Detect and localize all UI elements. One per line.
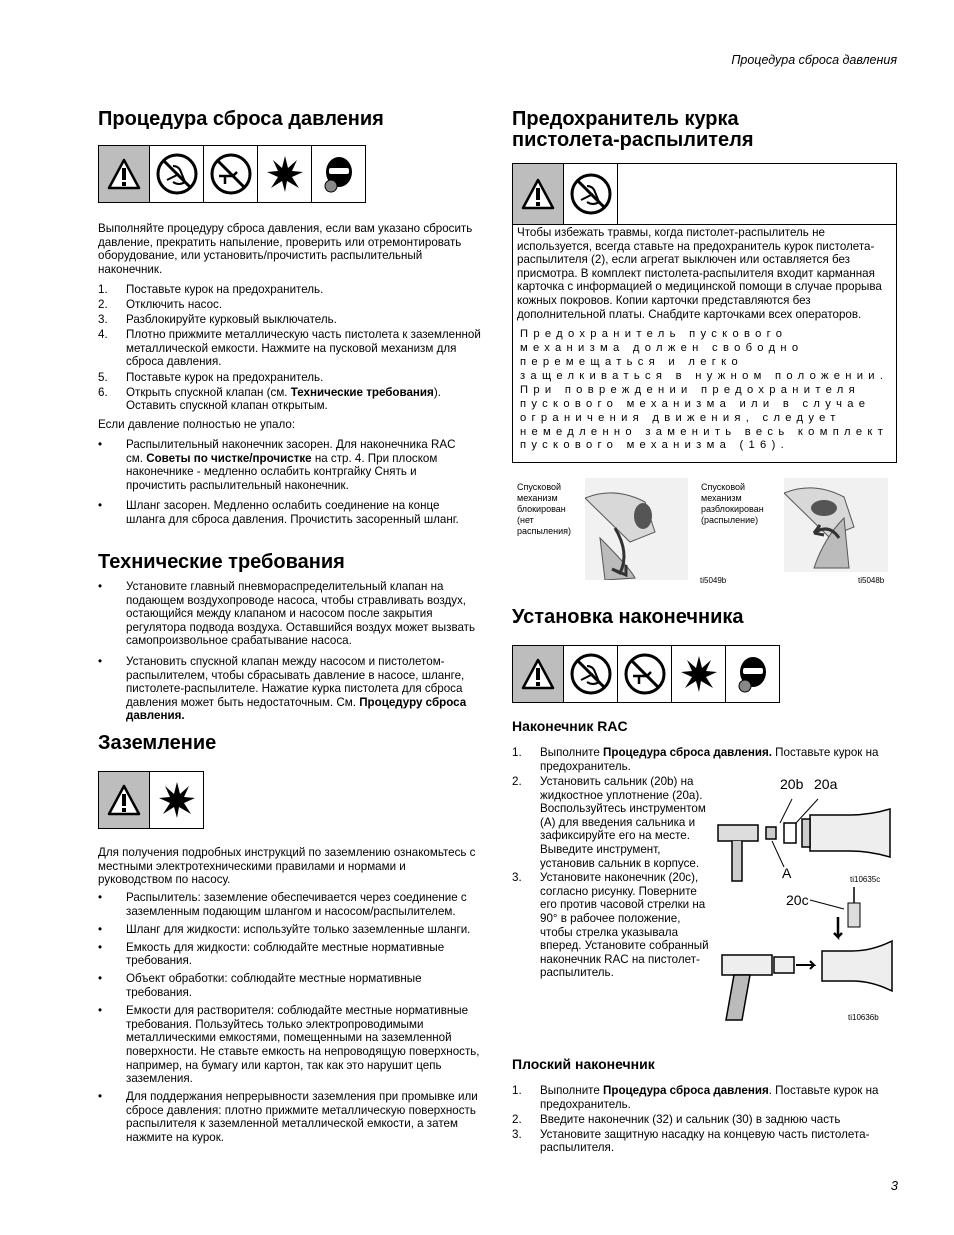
- no-hand-injection-icon: [564, 646, 618, 702]
- no-spray-icon: [618, 646, 672, 702]
- trigger-safety-spaced-text: Предохранитель пускового механизма должен свободно перемещаться и легко защелкиваться в нужном положении. При повреждении предохранителя пускового механизма или в случае ограничения движения, следует немедленно заменить весь комплект пускового механизма (16).: [520, 328, 889, 452]
- explosion-hazard-icon: [258, 146, 312, 202]
- trigger-locked-image: [585, 478, 688, 580]
- grounding-intro: Для получения подробных инструкций по заземлению ознакомьтесь с местными электротехническими правилами и нормами и руководством по насосу.: [98, 846, 476, 887]
- label-20b: 20b: [780, 776, 804, 792]
- section-title-trigger-safety: Предохранитель курка пистолета-распылителя: [512, 108, 754, 151]
- explosion-hazard-icon: [672, 646, 726, 702]
- rac-step: 1. Выполните Процедура сброса давления. Поставьте курок на предохранитель.: [512, 746, 879, 773]
- pressure-warning-icons: [98, 145, 366, 203]
- rac-tip-title: Наконечник RAC: [512, 718, 628, 734]
- explosion-hazard-icon: [150, 772, 203, 828]
- grounding-bullet: • Емкости для растворителя: соблюдайте местные нормативные требования. Пользуйтесь только электропроводимыми металлическими емкостями, помещенными на заземленной поверхности. Не ставьте емкость на непроводящую поверхность, например, на бумагу или картон, так как это нарушит цепь заземления.: [98, 1004, 480, 1086]
- section-title-grounding: Заземление: [98, 732, 217, 754]
- section-title-tech: Технические требования: [98, 551, 345, 573]
- pressure-bullets: [98, 438, 470, 534]
- running-header: Процедура сброса давления: [731, 53, 897, 67]
- rac-steps-2-3: [512, 775, 712, 981]
- grounding-bullet: • Шланг для жидкости: используйте только заземленные шланги.: [98, 922, 471, 936]
- warning-triangle-icon: [513, 646, 564, 702]
- page-number: 3: [890, 1178, 898, 1193]
- rac-step: 3. Установите наконечник (20c), согласно рисунку. Поверните его против часовой стрелки на 90° в рабочее положение, чтобы стрелка указывала вперед. Установите собранный наконечник RAC на пистолет-распылитель.: [512, 871, 709, 980]
- section-title-tip-install: Установка наконечника: [512, 606, 744, 628]
- flat-step: 1. Выполните Процедура сброса давления. Поставьте курок на предохранитель.: [512, 1084, 879, 1111]
- no-hand-injection-icon: [150, 146, 204, 202]
- rac-step: 2. Установить сальник (20b) на жидкостное уплотнение (20a). Воспользуйтесь инструментом (A) для введения сальника и зафиксируйте его на месте. Выведите инструмент, установив сальник в корпусе.: [512, 775, 706, 870]
- pressure-step: 3. Разблокируйте курковый выключатель.: [98, 313, 337, 327]
- flat-step: 3. Установите защитную насадку на концевую часть пистолета-распылителя.: [512, 1127, 870, 1155]
- grounding-warning-icons: [98, 771, 204, 829]
- pressure-step: 5. Поставьте курок на предохранитель.: [98, 370, 324, 384]
- trigger-safety-text: Чтобы избежать травмы, когда пистолет-распылитель не используется, всегда ставьте на предохранитель курок пистолета-распылителя (2), если агрегат выключен или оставляется без присмотра. В комплект пистолета-распылителя входит карманная карточка с информацией о медицинской помощи в случае прорыва кожных покровов. Копии карточки представляются без дополнительной платы. Снабдите карточками всех операторов.: [517, 226, 882, 321]
- flat-step: 2. Введите наконечник (32) и сальник (30) в заднюю часть: [512, 1112, 841, 1126]
- pressure-bullet: • Распылительный наконечник засорен. Для наконечника RAC см. Советы по чистке/прочистке на стр. 4. При плоском наконечнике - медленно ослабить контргайку Снять и прочистить распылительный наконечник.: [98, 438, 456, 492]
- pressure-if-not: Если давление полностью не упало:: [98, 418, 296, 431]
- grounding-bullet: • Для поддержания непрерывности заземления при промывке или сбросе давления: плотно прижмите металлическую поверхность распылителя к заземленной металлической емкости, а затем нажмите на курок.: [98, 1090, 478, 1144]
- tech-bullet: • Установите главный пневмораспределительный клапан на подающем воздухопроводе насоса, чтобы стравливать воздух, остающийся между клапаном и насосом после закрытия регулятора подвода воздуха. Оставшийся воздух может вызвать самопроизвольное срабатывание насоса.: [98, 580, 476, 648]
- pressure-step: 1. Поставьте курок на предохранитель.: [98, 283, 324, 296]
- warning-triangle-icon: [99, 772, 150, 828]
- fig-locked-code: ti5049b: [700, 576, 727, 585]
- no-hand-injection-icon: [564, 164, 618, 224]
- no-spray-icon: [204, 146, 258, 202]
- protective-equipment-icon: [312, 146, 365, 202]
- fig-unlocked-code: ti5048b: [858, 576, 885, 585]
- grounding-bullets: [98, 891, 483, 1149]
- label-20c: 20c: [786, 892, 809, 908]
- flat-steps: [512, 1084, 898, 1156]
- fig-locked-caption: Спусковой механизм блокирован (нет распыления): [517, 482, 571, 536]
- warning-triangle-icon: [99, 146, 150, 202]
- tip-warning-icons: [512, 645, 780, 703]
- rac-step-1: [512, 746, 898, 775]
- pressure-step: 6. Открыть спускной клапан (см. Технические требования). Оставить спускной клапан открытым.: [98, 385, 441, 413]
- trigger-safety-warning-box: [512, 163, 897, 463]
- pressure-steps: [98, 283, 484, 414]
- label-20a: 20a: [814, 776, 838, 792]
- fig-rac-code-2: ti10636b: [848, 1013, 879, 1022]
- fig-unlocked-caption: Спусковой механизм разблокирован (распыление): [701, 482, 764, 525]
- pressure-intro: Выполняйте процедуру сброса давления, если вам указано сбросить давление, прекратить напыление, проверить или отремонтировать оборудование, или установить/прочистить распылительный наконечник.: [98, 222, 473, 276]
- warning-triangle-icon: [513, 164, 564, 224]
- grounding-bullet: • Емкость для жидкости: соблюдайте местные нормативные требования.: [98, 940, 445, 968]
- pressure-bullet: • Шланг засорен. Медленно ослабить соединение на конце шланга для сброса давления. Прочистить засоренный шланг.: [98, 499, 459, 526]
- protective-equipment-icon: [726, 646, 779, 702]
- tech-bullets: [98, 580, 483, 730]
- pressure-step: 2. Отключить насос.: [98, 298, 223, 312]
- grounding-bullet: • Распылитель: заземление обеспечивается через соединение с заземленным подающим шлангом и насосом/распылителем.: [98, 891, 467, 918]
- trigger-unlocked-image: [784, 478, 888, 572]
- pressure-step: 4. Плотно прижмите металлическую часть пистолета к заземленной металлической емкости. Нажмите на пусковой механизм для сброса давления.: [98, 328, 481, 369]
- label-a: A: [782, 865, 792, 881]
- flat-tip-title: Плоский наконечник: [512, 1056, 655, 1072]
- section-title-pressure-relief: Процедура сброса давления: [98, 108, 384, 130]
- fig-rac-code-1: ti10635c: [850, 875, 881, 884]
- tech-bullet: • Установить спускной клапан между насосом и пистолетом-распылителем, чтобы сбрасывать давление в насосе, шланге, пистолете-распылителе. Нажатие курка пистолета для сброса давления может быть недостаточным. См. Процедуру сброса давления.: [98, 654, 467, 723]
- grounding-bullet: • Объект обработки: соблюдайте местные нормативные требования.: [98, 972, 422, 1000]
